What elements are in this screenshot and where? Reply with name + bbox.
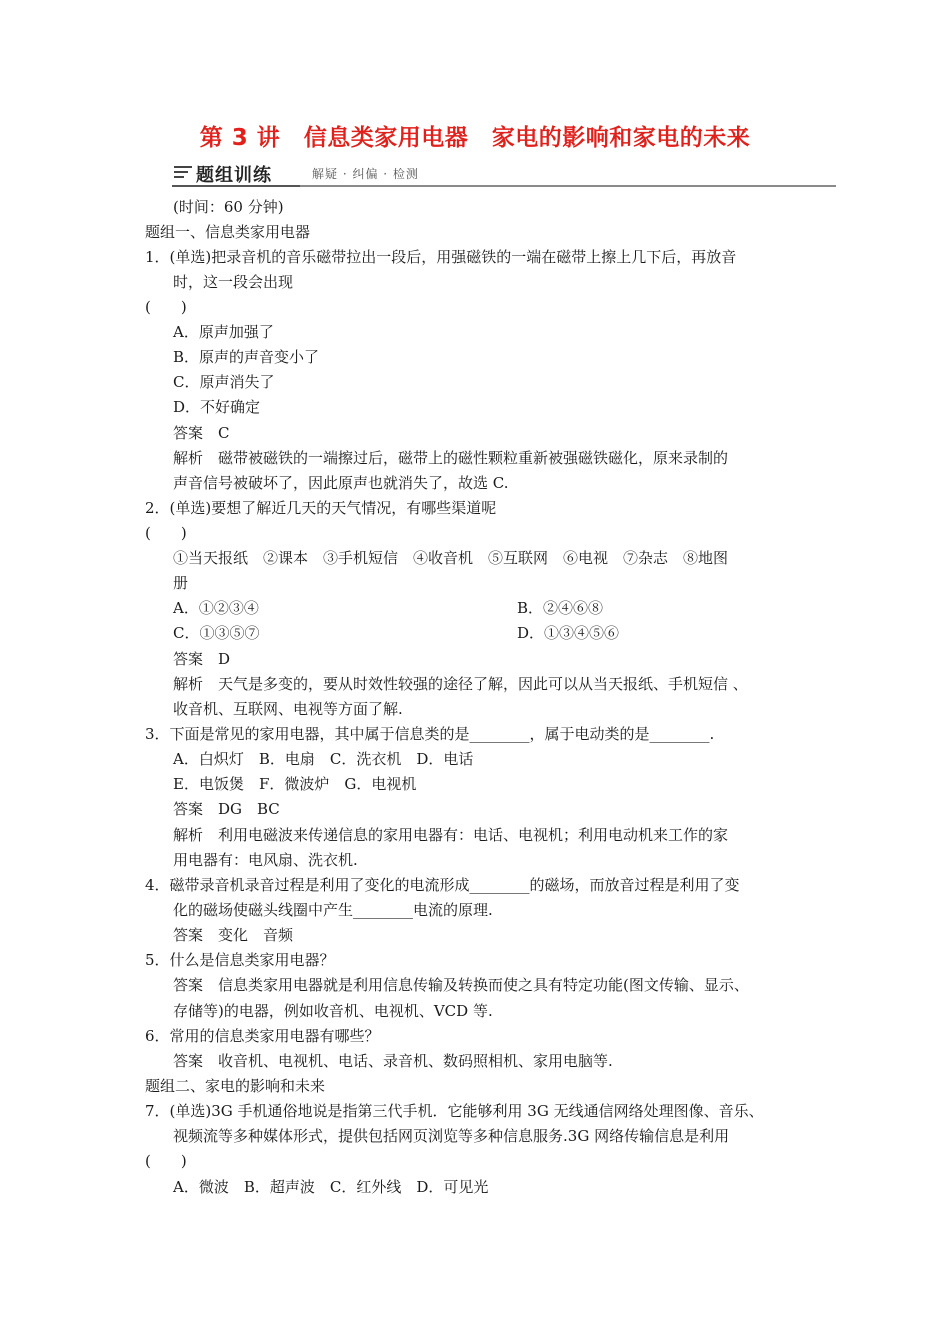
q6-stem: 6．常用的信息类家用电器有哪些？ [145,1027,380,1045]
section-banner [172,158,836,188]
q2-option-a: A．①②③④ [173,599,259,617]
q7-stem-line2: 视频流等多种媒体形式，提供包括网页浏览等多种信息服务.3G 网络传输信息是利用 [173,1127,730,1145]
q4-stem-line2: 化的磁场使磁头线圈中产生________电流的原理. [173,901,493,919]
group-heading-2: 题组二、家电的影响和未来 [145,1077,326,1095]
q2-option-d: D．①③④⑤⑥ [517,624,620,642]
q3-options-line1: A．白炽灯 B．电扇 C．洗衣机 D．电话 [173,750,474,768]
q3-options-line2: E．电饭煲 F．微波炉 G．电视机 [173,775,417,793]
q1-option-a: A．原声加强了 [173,323,274,341]
q5-stem: 5．什么是信息类家用电器？ [145,951,335,969]
q6-answer: 答案 收音机、电视机、电话、录音机、数码照相机、家用电脑等. [173,1052,613,1070]
q1-bracket: ( ) [145,298,187,316]
q1-option-d: D．不好确定 [173,398,261,416]
q2-stem: 2．(单选)要想了解近几天的天气情况，有哪些渠道呢 [145,499,497,517]
q2-analysis-line1: 解析 天气是多变的，要从时效性较强的途径了解，因此可以从当天报纸、手机短信 、 [173,675,748,693]
q2-answer: 答案 D [173,650,231,668]
q2-option-b: B．②④⑥⑧ [517,599,604,617]
q7-options: A．微波 B．超声波 C．红外线 D．可见光 [173,1178,489,1196]
q2-items-line2: 册 [173,574,189,592]
q7-bracket: ( ) [145,1152,187,1170]
banner-block [172,161,300,187]
q2-analysis-line2: 收音机、互联网、电视等方面了解. [173,700,403,718]
q1-answer: 答案 C [173,424,230,442]
q3-analysis-line1: 解析 利用电磁波来传递信息的家用电器有：电话、电视机；利用电动机来工作的家 [173,826,729,844]
q4-answer: 答案 变化 音频 [173,926,294,944]
q7-stem-line1: 7．(单选)3G 手机通俗地说是指第三代手机．它能够利用 3G 无线通信网络处理图像、音乐、 [145,1102,764,1120]
group-heading-1: 题组一、信息类家用电器 [145,223,311,241]
q1-stem-line1: 1．(单选)把录音机的音乐磁带拉出一段后，用强磁铁的一端在磁带上擦上几下后，再放音 [145,248,737,266]
q2-items-line1: ①当天报纸 ②课本 ③手机短信 ④收音机 ⑤互联网 ⑥电视 ⑦杂志 ⑧地图 [173,549,729,567]
page-title: 第 3 讲 信息类家用电器 家电的影响和家电的未来 [199,125,751,151]
banner-subtitle: 解疑 · 纠偏 · 检测 [312,167,419,181]
time-limit: (时间：60 分钟) [173,198,284,216]
q3-analysis-line2: 用电器有：电风扇、洗衣机. [173,851,358,869]
q3-answer: 答案 DG BC [173,800,280,818]
q1-stem-line2: 时，这一段会出现 [173,273,294,291]
q5-answer-line2: 存储等)的电器，例如收音机、电视机、VCD 等. [173,1002,493,1020]
q3-stem: 3．下面是常见的家用电器，其中属于信息类的是________，属于电动类的是________. [145,725,715,743]
q2-option-c: C．①③⑤⑦ [173,624,260,642]
q2-bracket: ( ) [145,524,187,542]
q1-option-c: C．原声消失了 [173,373,275,391]
q1-analysis-line1: 解析 磁带被磁铁的一端擦过后，磁带上的磁性颗粒重新被强磁铁磁化，原来录制的 [173,449,729,467]
q4-stem-line1: 4．磁带录音机录音过程是利用了变化的电流形成________的磁场，而放音过程是利用了变 [145,876,740,894]
q1-analysis-line2: 声音信号被破坏了，因此原声也就消失了，故选 C. [173,474,509,492]
q5-answer-line1: 答案 信息类家用电器就是利用信息传输及转换而使之具有特定功能(图文传输、显示、 [173,976,749,994]
q1-option-b: B．原声的声音变小了 [173,348,320,366]
banner-lines-icon [174,166,192,181]
banner-title: 题组训练 [196,165,272,186]
